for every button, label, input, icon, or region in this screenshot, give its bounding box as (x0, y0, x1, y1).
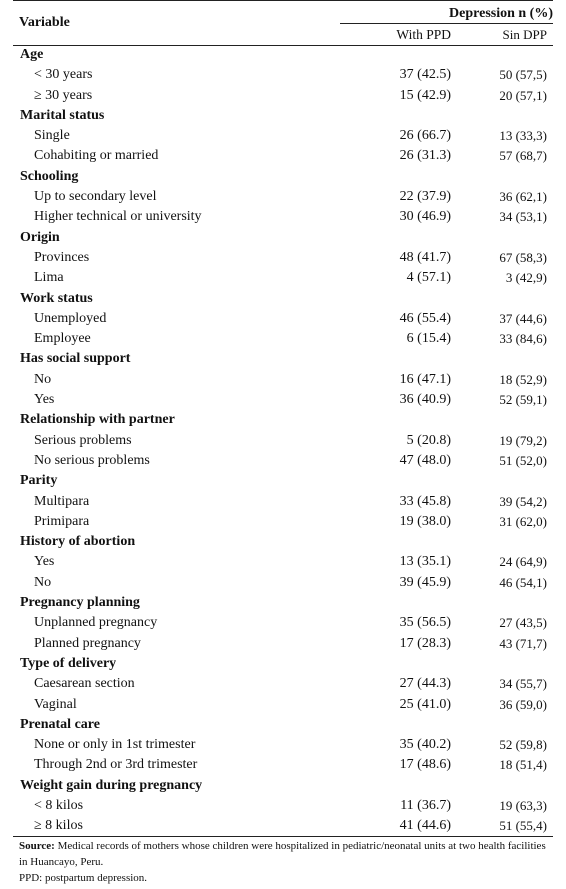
sin-dpp-cell: 31 (62,0) (499, 513, 547, 529)
with-ppd-cell: 37 (42.5) (399, 67, 451, 83)
sin-dpp-cell: 34 (53,1) (499, 209, 547, 225)
table-row (13, 674, 553, 694)
with-ppd-cell: 30 (46.9) (399, 209, 451, 225)
with-ppd-cell: 39 (45.9) (399, 574, 451, 590)
table-row (13, 492, 553, 512)
table-body (13, 45, 553, 837)
table-row (13, 431, 553, 451)
with-ppd-cell: 46 (55.4) (399, 310, 451, 326)
with-ppd-cell: 16 (47.1) (399, 371, 451, 387)
row-label: Serious problems (34, 432, 132, 448)
sin-dpp-cell: 39 (54,2) (499, 493, 547, 509)
sin-dpp-cell: 20 (57,1) (499, 87, 547, 103)
with-ppd-cell: 41 (44.6) (399, 818, 451, 834)
with-ppd-cell: 48 (41.7) (399, 249, 451, 265)
table-row (13, 248, 553, 268)
with-ppd-cell: 6 (15.4) (406, 331, 451, 347)
row-label: Caesarean section (34, 676, 135, 692)
group-title: Pregnancy planning (20, 595, 140, 611)
group-title: Work status (20, 290, 93, 306)
with-ppd-cell: 11 (36.7) (400, 797, 451, 813)
row-label: Yes (34, 392, 55, 408)
table-row (13, 755, 553, 775)
sin-dpp-cell: 27 (43,5) (499, 615, 547, 631)
group-title: Age (20, 47, 44, 62)
with-ppd-cell: 35 (56.5) (399, 615, 451, 631)
row-label: Employee (34, 331, 91, 347)
table-row (13, 390, 553, 410)
with-ppd-cell: 35 (40.2) (399, 737, 451, 753)
group-title: Relationship with partner (20, 412, 175, 428)
with-ppd-cell: 47 (48.0) (399, 452, 451, 468)
group-title: History of abortion (20, 534, 136, 550)
sin-dpp-cell: 36 (62,1) (499, 189, 547, 205)
group-title: Schooling (20, 168, 79, 184)
table-row (13, 613, 553, 633)
row-label: Up to secondary level (34, 189, 157, 205)
with-ppd-cell: 5 (20.8) (406, 432, 451, 448)
header-with-ppd: With PPD (396, 27, 451, 42)
header-sin-dpp: Sin DPP (502, 27, 547, 42)
group-title: Parity (20, 473, 58, 489)
sin-dpp-cell: 67 (58,3) (499, 249, 547, 265)
sin-dpp-cell: 52 (59,1) (499, 392, 547, 408)
sin-dpp-cell: 37 (44,6) (499, 310, 547, 326)
row-label: None or only in 1st trimester (34, 737, 196, 753)
row-label: Multipara (34, 493, 90, 509)
with-ppd-cell: 36 (40.9) (399, 392, 451, 408)
group-title: Has social support (20, 351, 131, 367)
sin-dpp-cell: 51 (52,0) (499, 452, 547, 468)
table-row (13, 735, 553, 755)
sin-dpp-cell: 52 (59,8) (499, 737, 547, 753)
sin-dpp-cell: 19 (79,2) (499, 432, 547, 448)
header-variable: Variable (19, 15, 70, 30)
row-label: Vaginal (34, 696, 77, 712)
with-ppd-cell: 13 (35.1) (399, 554, 451, 570)
table-row (13, 816, 553, 836)
with-ppd-cell: 4 (57.1) (406, 270, 451, 286)
header-divider (340, 23, 553, 24)
with-ppd-cell: 26 (66.7) (399, 128, 451, 144)
row-label: Lima (34, 270, 64, 286)
row-label: Single (34, 128, 70, 144)
sin-dpp-cell: 51 (55,4) (499, 818, 547, 834)
row-label: Planned pregnancy (34, 635, 141, 651)
table-row (13, 512, 553, 532)
table-row (13, 65, 553, 85)
with-ppd-cell: 25 (41.0) (399, 696, 451, 712)
with-ppd-cell: 15 (42.9) (399, 87, 451, 103)
with-ppd-cell: 27 (44.3) (399, 676, 451, 692)
sin-dpp-cell: 19 (63,3) (499, 797, 547, 813)
row-label: < 8 kilos (34, 797, 84, 813)
table-row (13, 552, 553, 572)
table-row (13, 634, 553, 654)
with-ppd-cell: 33 (45.8) (399, 493, 451, 509)
sin-dpp-cell: 43 (71,7) (499, 635, 547, 651)
table-row (13, 695, 553, 715)
with-ppd-cell: 19 (38.0) (399, 513, 451, 529)
row-label: < 30 years (34, 67, 93, 83)
row-label: Yes (34, 554, 55, 570)
group-title: Prenatal care (20, 716, 100, 732)
row-label: Through 2nd or 3rd trimester (34, 757, 198, 773)
source-note (19, 838, 549, 870)
table-row (13, 329, 553, 349)
row-label: ≥ 8 kilos (34, 818, 83, 834)
table-row (13, 86, 553, 106)
table-row (13, 207, 553, 227)
with-ppd-cell: 22 (37.9) (399, 189, 451, 205)
row-label: Primipara (34, 513, 90, 529)
table-bottom-rule (13, 836, 553, 837)
sin-dpp-cell: 34 (55,7) (499, 676, 547, 692)
table-row (13, 268, 553, 288)
row-label: Higher technical or university (34, 209, 202, 225)
sin-dpp-cell: 3 (42,9) (505, 270, 547, 286)
sin-dpp-cell: 33 (84,6) (499, 331, 547, 347)
table-row (13, 796, 553, 816)
row-label: Provinces (34, 249, 90, 265)
table-row (13, 370, 553, 390)
row-label: Unemployed (34, 310, 107, 326)
table-row (13, 146, 553, 166)
table-row (13, 187, 553, 207)
with-ppd-cell: 17 (28.3) (399, 635, 451, 651)
sin-dpp-cell: 13 (33,3) (499, 128, 547, 144)
sin-dpp-cell: 18 (52,9) (499, 371, 547, 387)
row-label: Cohabiting or married (34, 148, 159, 164)
header-depression: Depression n (%) (449, 6, 553, 21)
row-label: No (34, 371, 52, 387)
table-row (13, 451, 553, 471)
group-title: Origin (20, 229, 60, 245)
row-label: Unplanned pregnancy (34, 615, 158, 631)
source-label: Source: (19, 840, 55, 852)
table-row (13, 126, 553, 146)
abbreviation-note: PPD: postpartum depression. (19, 872, 148, 884)
table-row (13, 309, 553, 329)
sin-dpp-cell: 57 (68,7) (499, 148, 547, 164)
sin-dpp-cell: 36 (59,0) (499, 696, 547, 712)
row-label: No serious problems (34, 452, 150, 468)
with-ppd-cell: 17 (48.6) (399, 757, 451, 773)
group-title: Weight gain during pregnancy (20, 777, 203, 793)
sin-dpp-cell: 18 (51,4) (499, 757, 547, 773)
table-header (13, 0, 553, 46)
group-title: Marital status (20, 107, 105, 123)
with-ppd-cell: 26 (31.3) (399, 148, 451, 164)
sin-dpp-cell: 46 (54,1) (499, 574, 547, 590)
table-row (13, 573, 553, 593)
sin-dpp-cell: 24 (64,9) (499, 554, 547, 570)
sin-dpp-cell: 50 (57,5) (499, 67, 547, 83)
group-title: Type of delivery (20, 655, 117, 671)
row-label: ≥ 30 years (34, 87, 93, 103)
row-label: No (34, 574, 52, 590)
source-text: Medical records of mothers whose children were hospitalized in pediatric/neonatal units at two health facilities in Huancayo, Peru. (19, 840, 546, 868)
